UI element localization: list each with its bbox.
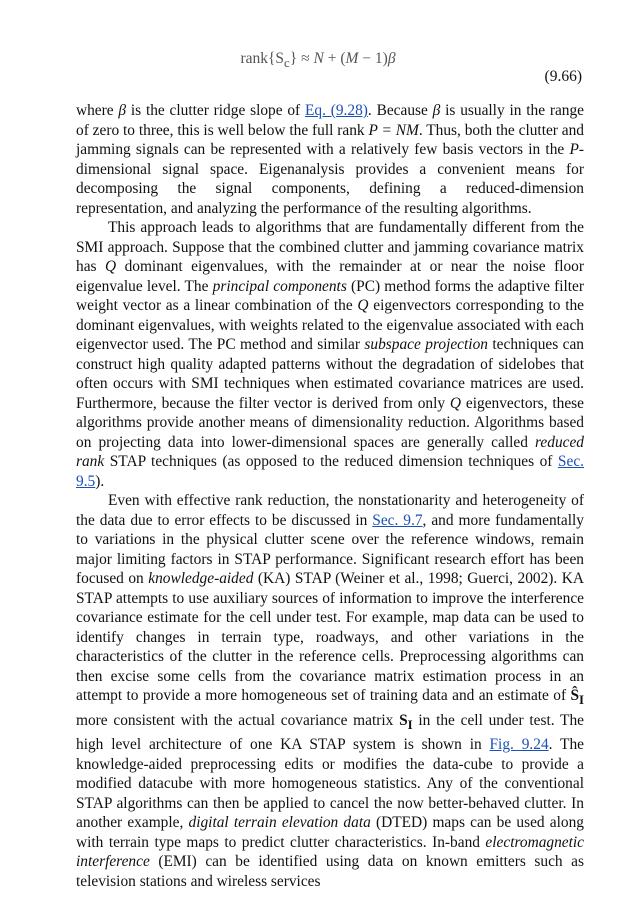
text: . Because xyxy=(367,102,433,119)
symbol-q: Q xyxy=(104,258,117,275)
paragraph-1 xyxy=(76,101,584,218)
math-rank: P = NM xyxy=(368,121,419,139)
text: (DTED) maps can be used along with terrain type maps to predict clutter characteristics. In-band xyxy=(76,814,584,851)
text: where xyxy=(76,102,119,119)
term-knowledge-aided: knowledge-aided xyxy=(148,570,254,587)
symbol-s-sub: I xyxy=(407,717,413,732)
eq-plus: + ( xyxy=(323,50,346,67)
text: is usually in the range of zero to three, this is well below the full rank xyxy=(76,102,584,139)
eq-approx: } ≈ xyxy=(289,50,314,67)
eq-lhs: rank{S xyxy=(240,50,285,67)
text: dominant eigenvalues, with the remainder at or near the noise floor eigenvalue level. The xyxy=(76,258,584,295)
term-subspace-projection: subspace projection xyxy=(364,336,488,353)
link-eq-9-28[interactable]: Eq. (9.28) xyxy=(304,102,368,119)
text: . The knowledge-aided preprocessing edits or modifies the data-cube to provide a modified datacube with more homogeneous statistics. Any of the conventional STAP algorithms can then be applied to cancel the now better-behaved clutter. In another example, xyxy=(76,736,584,832)
term-principal-components: principal components xyxy=(212,277,347,295)
symbol-s-hat: Ŝ xyxy=(570,687,579,704)
symbol-beta: β xyxy=(118,102,127,119)
link-sec-9-5[interactable]: Sec. 9.5 xyxy=(76,453,584,490)
equation-9-66 xyxy=(0,50,636,71)
paragraph-2 xyxy=(76,218,584,491)
text: ). xyxy=(95,472,105,490)
text: Even with effective rank reduction, the nonstationarity and heterogeneity of the data due to error effects to be discussed in xyxy=(76,492,584,529)
text: techniques can construct high quality adapted patterns without the degradation of sidelobes that often occurs with SMI techniques when estimated covariance matrices are used. Furthermore, because the filter vector is derived from only xyxy=(76,336,584,412)
term-dted: digital terrain elevation data xyxy=(188,814,371,832)
body-text xyxy=(76,101,584,891)
text: eigenvectors, these algorithms provide another means of dimensionality reduction. Algorithms based on projecting data into lower-dimensional spaces are generally called xyxy=(76,394,584,451)
equation-number: (9.66) xyxy=(544,68,582,85)
eq-var-m: M xyxy=(345,50,359,67)
text: STAP techniques (as opposed to the reduced dimension techniques of xyxy=(104,453,558,470)
term-emi: electromagnetic interference xyxy=(76,833,584,871)
eq-var-beta: β xyxy=(387,50,396,67)
symbol-q: Q xyxy=(449,394,462,412)
text: (EMI) can be identified using data on known emitters such as television stations and wireless services xyxy=(76,853,584,890)
eq-var-n: N xyxy=(313,50,324,67)
text: (KA) STAP (Weiner et al., 1998; Guerci, 2002). KA STAP attempts to use auxiliary sources of information to improve the interference covariance estimate for the cell under test. For example, map data can be used to identify changes in terrain type, roadways, and other variations in the characteristics of the clutter in the reference cells. Preprocessing algorithms can then excise some cells from the covariance matrix estimation process in an attempt to provide a more homogeneous set of training data and an estimate of xyxy=(76,570,584,704)
symbol-q: Q xyxy=(357,297,369,314)
eq-minus: − 1) xyxy=(358,50,388,67)
symbol-beta: β xyxy=(432,102,441,119)
text: (PC) method forms the adaptive filter weight vector as a linear combination of the xyxy=(76,277,585,314)
term-reduced-rank: reduced rank xyxy=(76,433,584,470)
text: -dimensional signal space. Eigenanalysis provides a convenient means for decomposing the signal components, defining a reduced-dimension representation, and analyzing the performance of the resulting algorithms. xyxy=(76,141,584,217)
link-sec-9-7[interactable]: Sec. 9.7 xyxy=(372,511,423,529)
text: eigenvectors corresponding to the dominant eigenvalues, with weights related to the eigenvalue associated with each eigenvector used. The PC method and similar xyxy=(76,297,585,353)
text: . Thus, both the clutter and jamming signals can be represented with a relatively few basis vectors in the xyxy=(76,121,585,158)
paragraph-3 xyxy=(76,491,584,891)
symbol-p: P xyxy=(569,141,579,158)
text: in the cell under test. The high level architecture of one KA STAP system is shown in xyxy=(76,711,584,754)
text: is the clutter ridge slope of xyxy=(126,102,305,119)
text: This approach leads to algorithms that are fundamentally different from the SMI approach. Suppose that the combined clutter and jamming covariance matrix has xyxy=(76,219,584,275)
text: , and more fundamentally to variations in the physical clutter scene over the reference windows, remain major limiting factors in STAP performance. Significant research effort has been focused on xyxy=(76,511,584,587)
link-fig-9-24[interactable]: Fig. 9.24 xyxy=(489,736,549,754)
symbol-s: S xyxy=(399,711,408,729)
eq-sub: c xyxy=(284,55,290,71)
text: more consistent with the actual covariance matrix xyxy=(76,711,400,729)
symbol-s-hat-sub: I xyxy=(579,693,584,708)
